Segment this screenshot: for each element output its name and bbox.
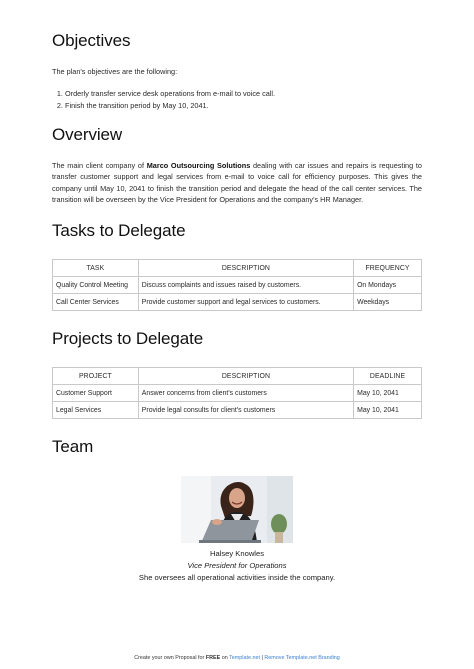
table-cell: Discuss complaints and issues raised by customers. xyxy=(138,277,353,294)
table-row xyxy=(53,402,422,419)
tasks-heading: Tasks to Delegate xyxy=(52,221,186,240)
overview-company-name: Marco Outsourcing Solutions xyxy=(146,161,251,170)
table-row xyxy=(53,277,422,294)
overview-text-after: dealing with car issues and repairs is requesting to transfer customer support and legal services from e-mail to voice call for efficiency purposes. This gives the company until May 10, 2041 to finish the transition period and delegate the head of the call center services. The transition will be overseen by the Vice President for Operations and the company's HR Manager. xyxy=(52,161,422,205)
overview-text-before: The main client company of xyxy=(52,161,147,170)
table-cell: Legal Services xyxy=(53,402,139,419)
team-member-photo-illustration xyxy=(181,476,293,543)
projects-heading: Projects to Delegate xyxy=(52,329,204,348)
team-member-photo xyxy=(181,476,293,543)
objective-item: 1. Orderly transfer service desk operations from e-mail to voice call. xyxy=(65,88,275,100)
team-heading: Team xyxy=(52,437,94,456)
objectives-list xyxy=(52,88,275,111)
table-cell: May 10, 2041 xyxy=(354,385,422,402)
team-member-name: Halsey Knowles xyxy=(209,549,265,558)
table-cell: Quality Control Meeting xyxy=(53,277,139,294)
table-cell: On Mondays xyxy=(354,277,422,294)
objectives-heading: Objectives xyxy=(52,31,131,50)
table-cell: Customer Support xyxy=(53,385,139,402)
overview-heading: Overview xyxy=(52,125,123,144)
table-header-row xyxy=(53,260,422,277)
team-member-title: Vice President for Operations xyxy=(187,561,287,570)
footer-separator: | xyxy=(259,655,265,661)
table-header-row xyxy=(53,368,422,385)
footer-free: FREE xyxy=(205,655,221,661)
column-header-frequency: FREQUENCY xyxy=(354,260,422,277)
column-header-description: DESCRIPTION xyxy=(138,260,353,277)
column-header-task: TASK xyxy=(53,260,139,277)
footer xyxy=(0,655,474,661)
column-header-description: DESCRIPTION xyxy=(138,368,353,385)
column-header-project: PROJECT xyxy=(53,368,139,385)
projects-table xyxy=(52,367,422,419)
table-cell: Call Center Services xyxy=(53,294,139,311)
footer-text: Create your own Proposal for xyxy=(134,655,206,661)
table-cell: May 10, 2041 xyxy=(354,402,422,419)
table-cell: Provide customer support and legal services to customers. xyxy=(138,294,353,311)
table-row xyxy=(53,294,422,311)
footer-brand-link[interactable]: Template.net xyxy=(229,655,260,661)
footer-remove-branding-link[interactable]: Remove Template.net Branding xyxy=(264,655,340,661)
column-header-deadline: DEADLINE xyxy=(354,368,422,385)
objectives-intro: The plan's objectives are the following: xyxy=(52,67,178,76)
table-row xyxy=(53,385,422,402)
footer-text-on: on xyxy=(220,655,230,661)
overview-paragraph xyxy=(52,160,422,206)
table-cell: Provide legal consults for client's customers xyxy=(138,402,353,419)
table-cell: Weekdays xyxy=(354,294,422,311)
team-member-description: She oversees all operational activities inside the company. xyxy=(138,573,336,582)
table-cell: Answer concerns from client's customers xyxy=(138,385,353,402)
tasks-table xyxy=(52,259,422,311)
objective-item: 2. Finish the transition period by May 10, 2041. xyxy=(65,100,275,112)
